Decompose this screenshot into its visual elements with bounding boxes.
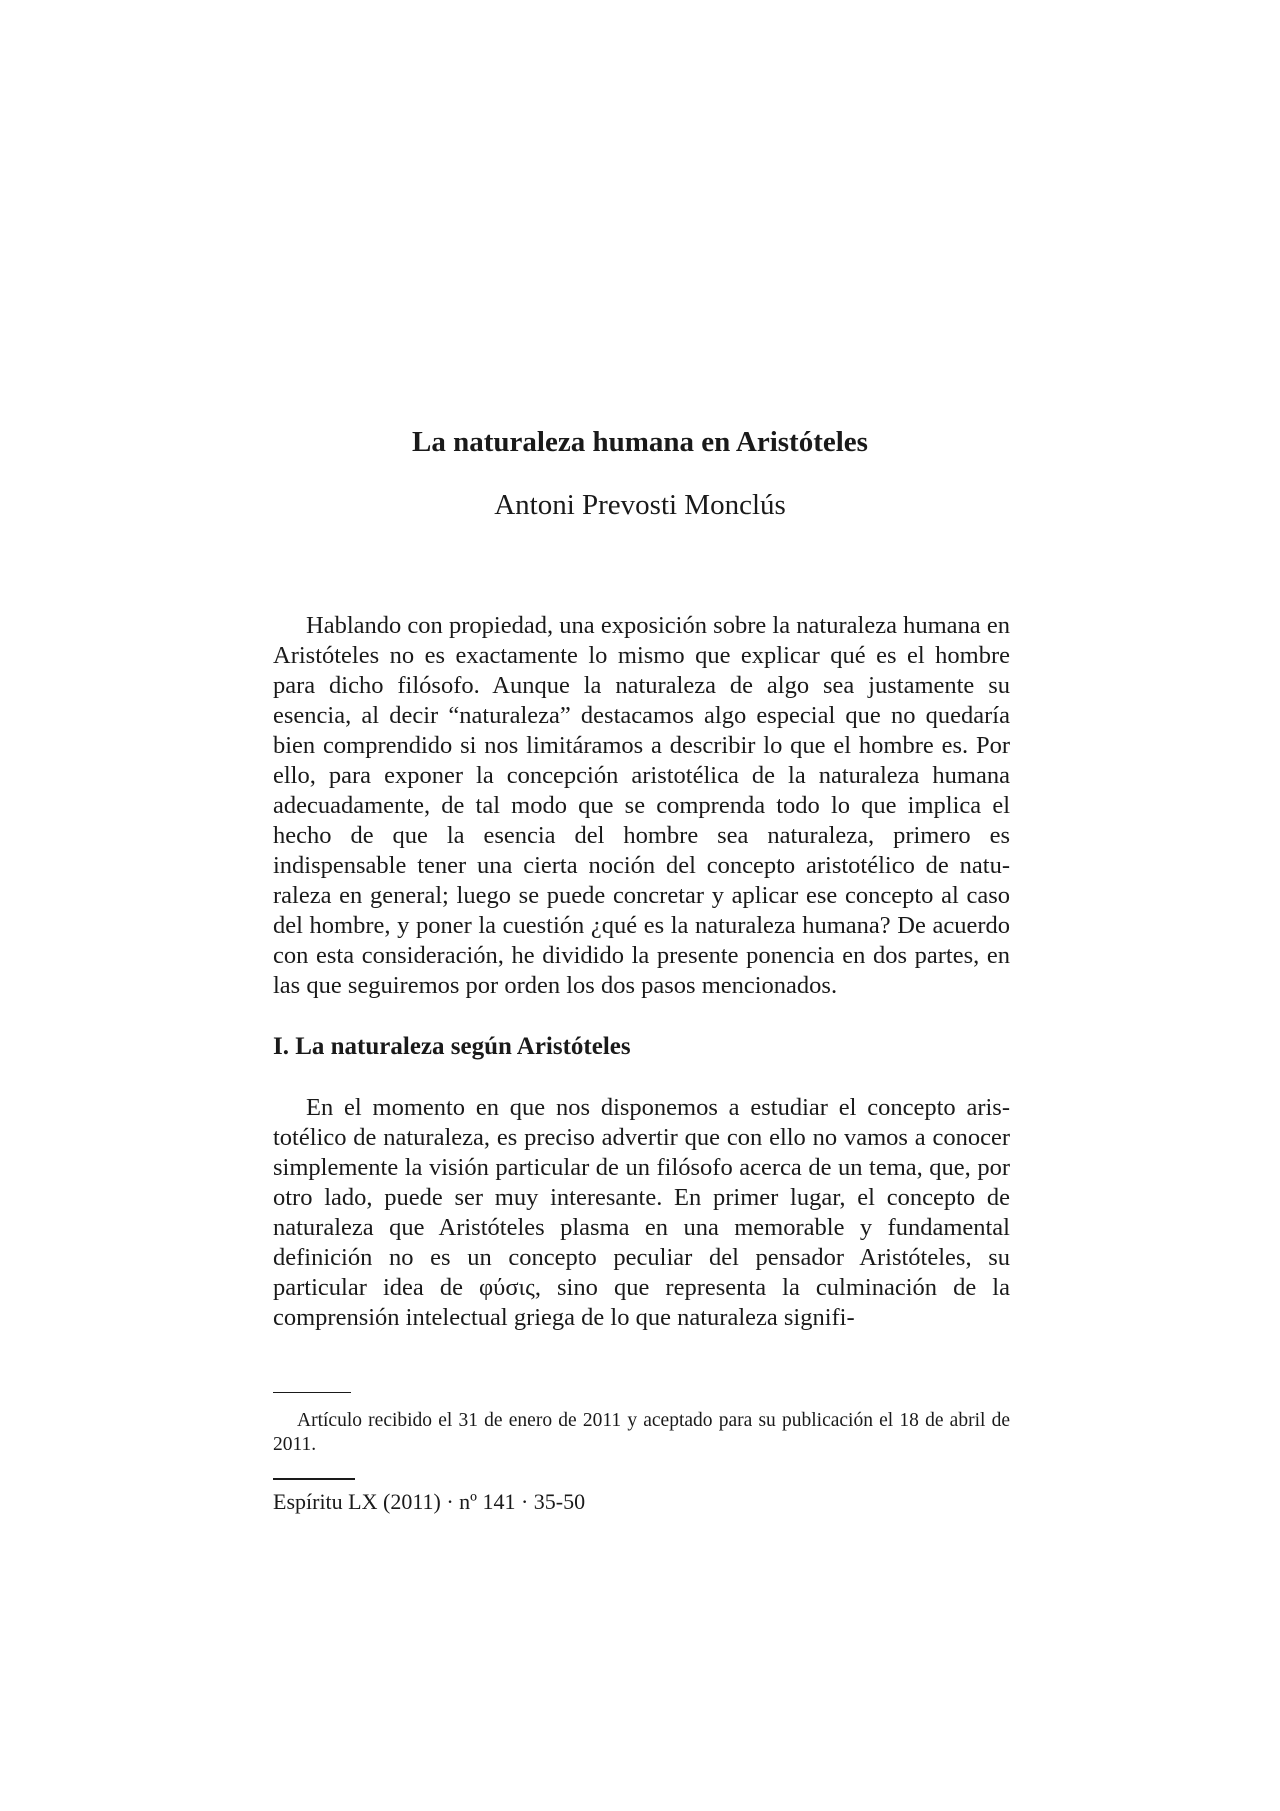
article-author: Antoni Prevosti Monclús — [494, 489, 786, 521]
footnote-divider — [273, 1392, 351, 1393]
intro-section — [273, 611, 1010, 1001]
footnote-text: Artículo recibido el 31 de enero de 2011 y aceptado para su publicación el 18 de abril de 2011. — [273, 1410, 1010, 1455]
journal-reference: Espíritu LX (2011) · nº 141 · 35-50 — [273, 1489, 586, 1514]
section-heading: I. La naturaleza según Aristóteles — [273, 1033, 631, 1060]
section-body — [273, 1093, 1010, 1333]
article-title: La naturaleza humana en Aristóteles — [412, 426, 868, 458]
intro-paragraph: Hablando con propiedad, una exposición sobre la naturaleza humana en Aristóteles no es exactamente lo mismo que explicar qué es el hombre para dicho filósofo. Aunque la naturaleza de algo sea justamente su esencia, al decir “naturaleza” destacamos algo especial que no quedaría bien comprendido si nos limitáramos a describir lo que el hombre es. Por ello, para exponer la concepción aristotélica de la naturaleza humana adecuadamente, de tal modo que se comprenda todo lo que implica el hecho de que la esencia del hombre sea naturaleza, primero es indispensable tener una cierta noción del concepto aristotélico de naturaleza en general; luego se puede concretar y aplicar ese concepto al caso del hombre, y poner la cuestión ¿qué es la naturaleza humana? De acuerdo con esta consideración, he dividido la presente ponencia en dos partes, en las que seguiremos por orden los dos pasos mencionados. — [273, 612, 1010, 999]
journal-divider — [273, 1478, 355, 1480]
section-paragraph: En el momento en que nos disponemos a estudiar el concepto aristotélico de naturaleza, es preciso advertir que con ello no vamos a conocer simplemente la visión particular de un filósofo acerca de un tema, que, por otro lado, puede ser muy interesante. En primer lugar, el concepto de naturaleza que Aristóteles plasma en una memorable y fundamental definición no es un concepto peculiar del pensador Aristóteles, su particular idea de φύσις, sino que representa la culminación de la comprensión intelectual griega de lo que naturaleza signifi- — [273, 1094, 1010, 1331]
